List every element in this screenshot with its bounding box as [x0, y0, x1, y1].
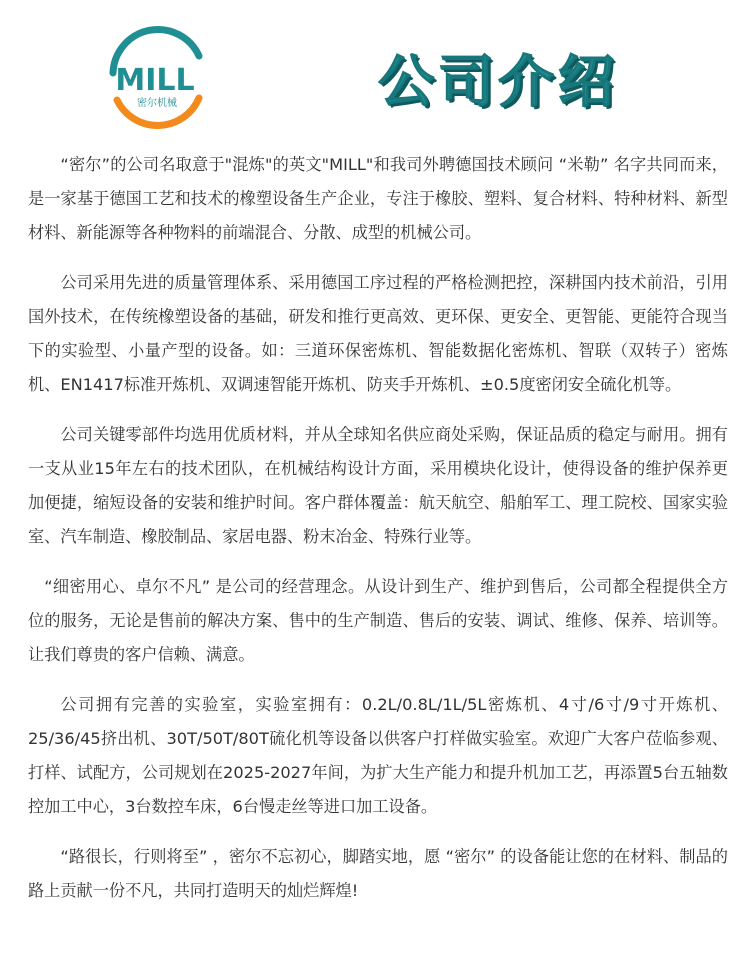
logo-text: MILL — [115, 63, 195, 98]
paragraph-components: 公司关键零部件均选用优质材料，并从全球知名供应商处采购，保证品质的稳定与耐用。拥有一支从业15年左右的技术团队，在机械结构设计方面，采用模块化设计，使得设备的维护保养更加便捷，缩短设备的安装和维护时间。客户群体覆盖：航天航空、船舶军工、理工院校、国家实验室、汽车制造、橡胶制品、家居电器、粉末冶金、特殊行业等。 — [28, 425, 728, 546]
paragraph-name-origin: “密尔”的公司名取意于"混炼"的英文"MILL"和我司外聘德国技术顾问 “米勒” 名字共同而来，是一家基于德国工艺和技术的橡塑设备生产企业，专注于橡胶、塑料、复合材料、特种材料、新型材料、新能源等各种物料的前端混合、分散、成型的机械公司。 — [28, 155, 728, 242]
logo-subtext: 密尔机械 — [137, 98, 177, 109]
paragraph-closing: “路很长，行则将至” ，密尔不忘初心，脚踏实地，愿 “密尔” 的设备能让您的在材料、制品的路上贡献一份不凡，共同打造明天的灿烂辉煌! — [28, 847, 728, 900]
paragraph-philosophy: “细密用心、卓尔不凡” 是公司的经营理念。从设计到生产、维护到售后，公司都全程提供全方位的服务，无论是售前的解决方案、售中的生产制造、售后的安装、调试、维修、保养、培训等。让我们尊贵的客户信赖、满意。 — [28, 577, 728, 664]
paragraph-quality-system: 公司采用先进的质量管理体系、采用德国工序过程的严格检测把控，深耕国内技术前沿，引用国外技术，在传统橡塑设备的基础，研发和推行更高效、更环保、更安全、更智能、更能符合现当下的实验型、小量产型的设备。如：三道环保密炼机、智能数据化密炼机、智联（双转子）密炼机、EN1417标准开炼机、双调速智能开炼机、防夹手开炼机、±0.5度密闭安全硫化机等。 — [28, 273, 728, 394]
company-logo — [95, 18, 215, 138]
page-title: 公司介绍 — [378, 50, 618, 115]
intro-body — [28, 148, 728, 924]
paragraph-laboratory: 公司拥有完善的实验室，实验室拥有：0.2L/0.8L/1L/5L密炼机、4寸/6寸/9寸开炼机、25/36/45挤出机、30T/50T/80T硫化机等设备以供客户打样做实验室。欢迎广大客户莅临参观、打样、试配方，公司规划在2025-2027年间，为扩大生产能力和提升机加工艺，再添置5台五轴数控加工中心，3台数控车床，6台慢走丝等进口加工设备。 — [28, 695, 728, 816]
header — [0, 0, 750, 145]
